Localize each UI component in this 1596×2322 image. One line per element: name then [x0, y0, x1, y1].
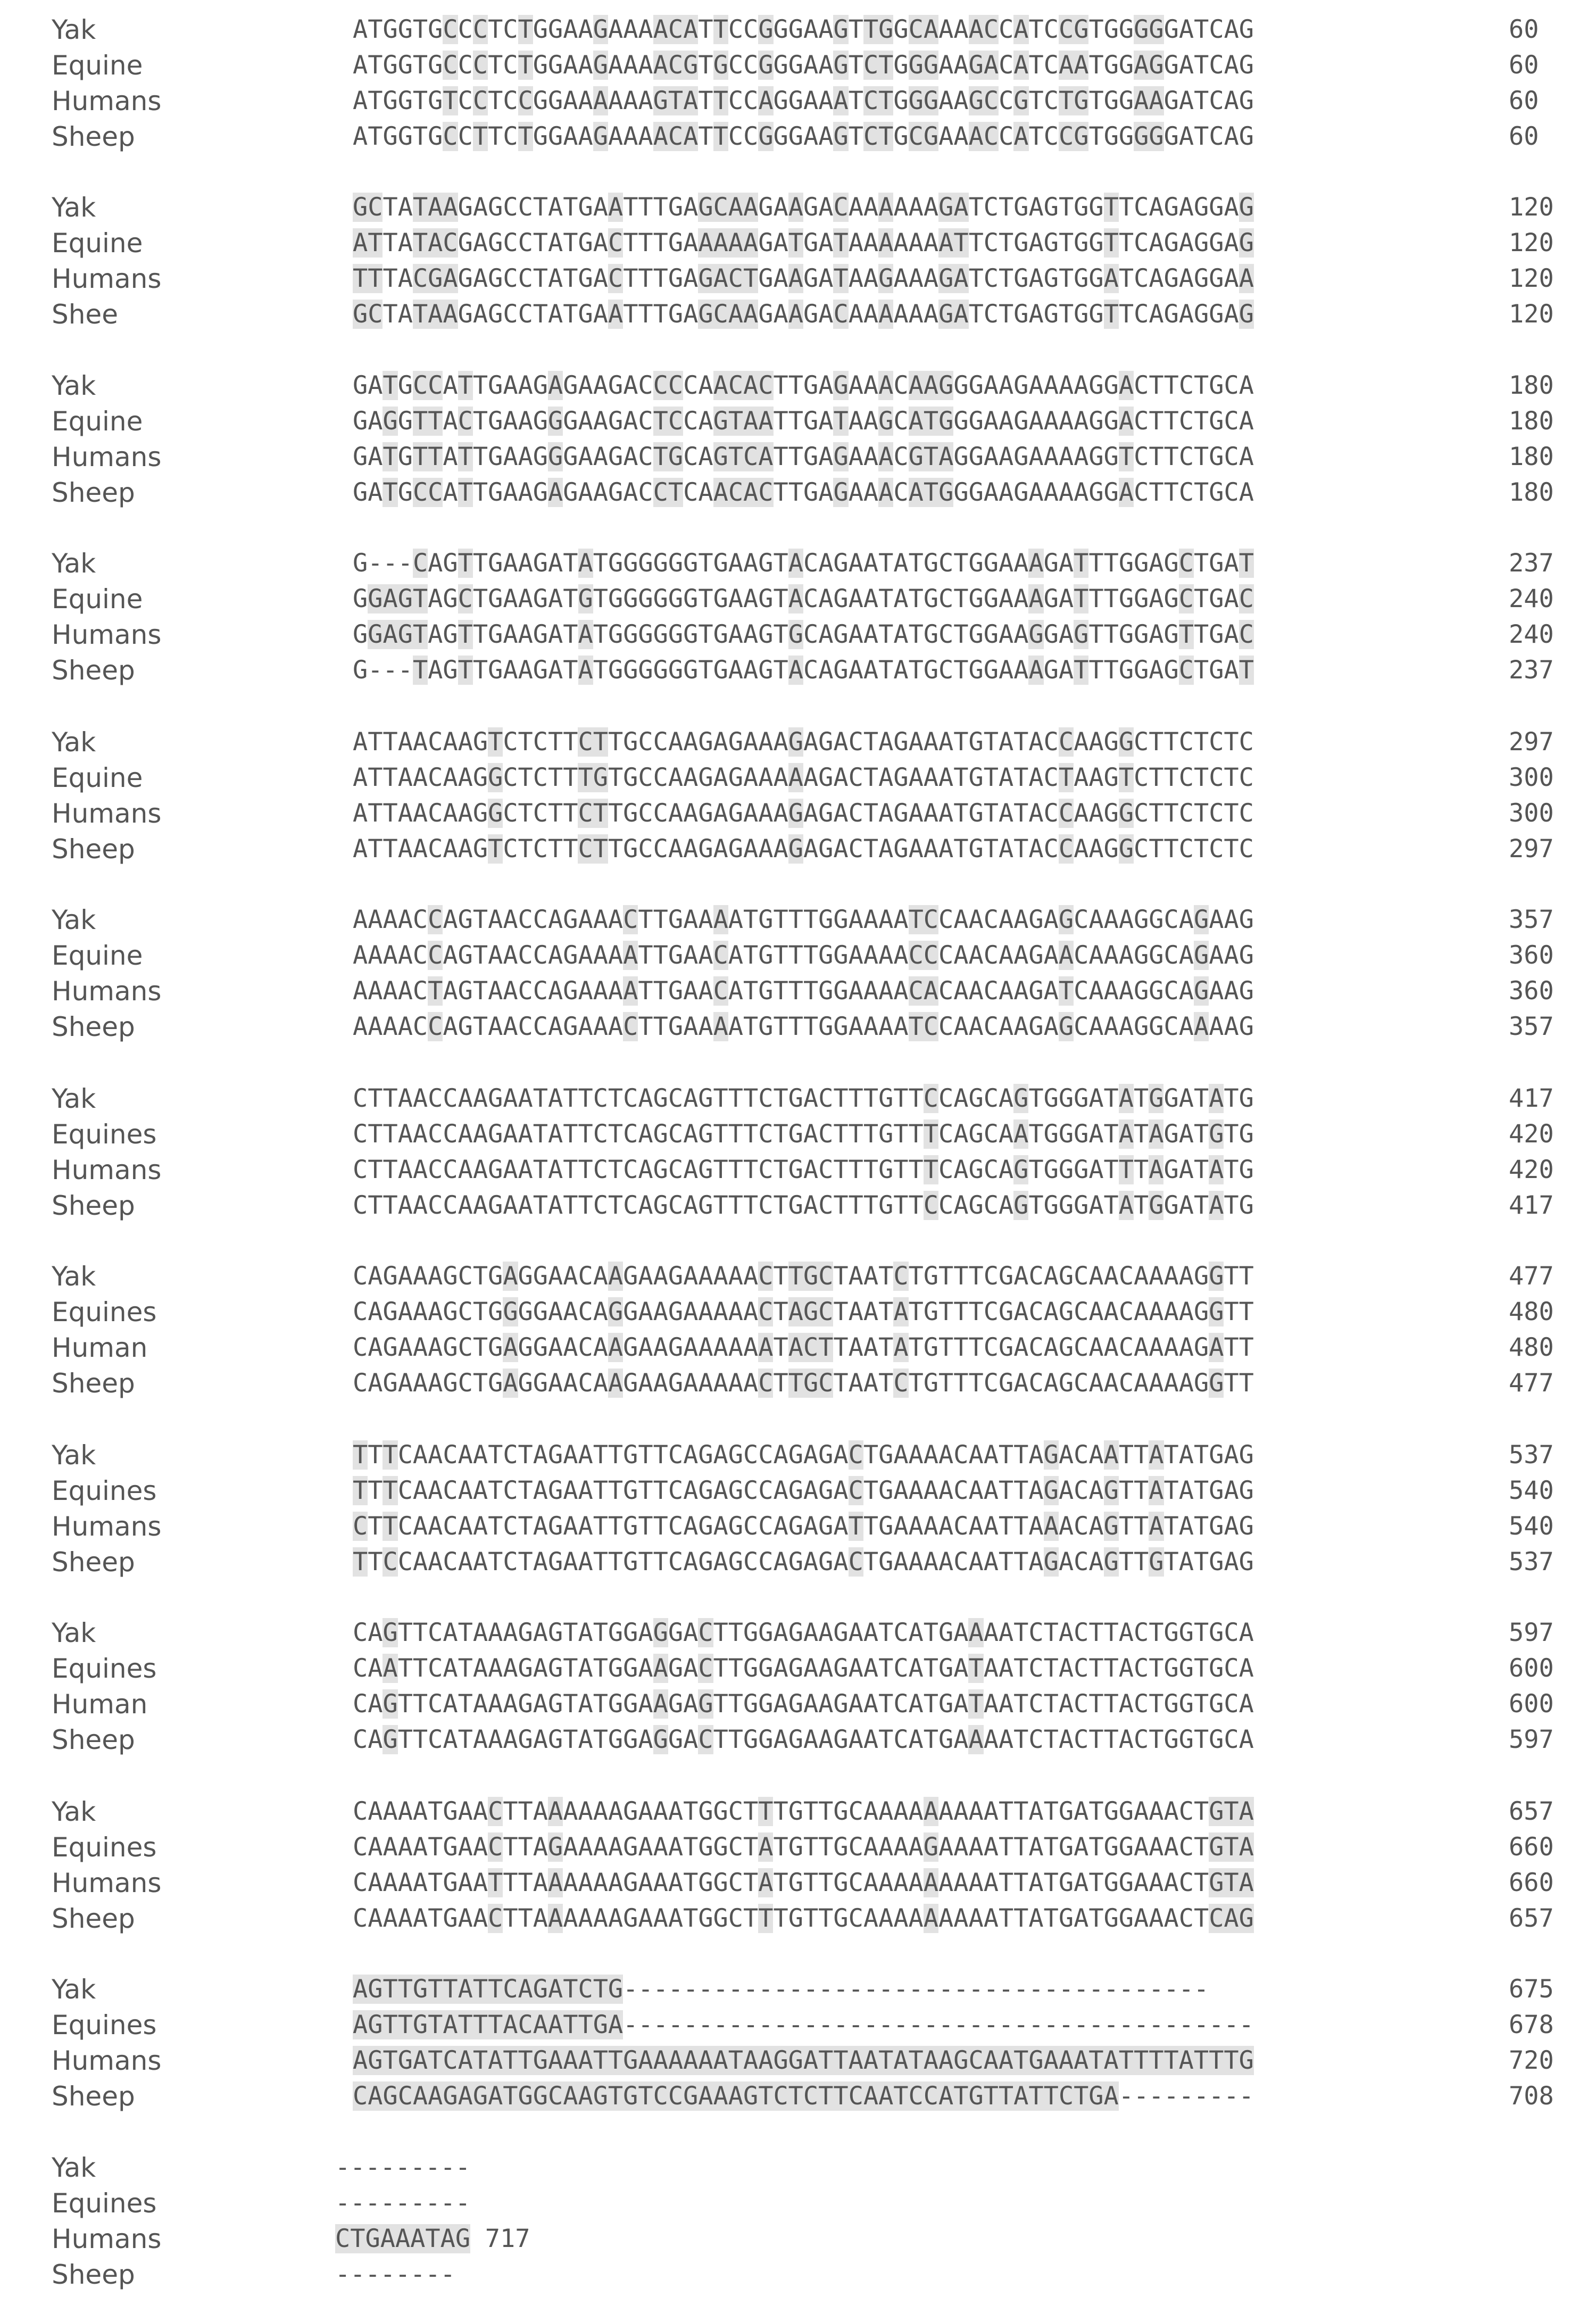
sequence-text: TTCCAACAATCTAGAATTGTTCAGAGCCAGAGACTGAAAACAATTAGACAGTTGTATGAG: [353, 1547, 1254, 1577]
alignment-row: [0, 1010, 1596, 1043]
species-name: Equine: [52, 50, 143, 81]
alignment-row: [0, 369, 1596, 402]
sequence-text: ATGGTGCCCTCTGGAAGAAAACGTGCCGGGAAGTCTGGGAAGACATCAATGGAGGATCAG: [353, 51, 1254, 80]
species-name: Yak: [52, 370, 96, 401]
sequence-text: CAGTTCATAAAGAGTATGGAGGACTTGGAGAAGAATCATGAAAATCTACTTACTGGTGCA: [353, 1725, 1254, 1754]
sequence-text: GATGCCATTGAAGAGAAGACCCCAACACTTGAGAAACAAGGGAAGAAAAGGACTTCTGCA: [353, 371, 1254, 400]
position-number: 120: [1509, 300, 1554, 329]
position-number: 600: [1509, 1654, 1554, 1683]
species-name: Sheep: [52, 477, 135, 508]
species-name: Sheep: [52, 2081, 135, 2112]
sequence-text: CAAAATGAACTTAGAAAAGAAATGGCTATGTTGCAAAAGAAAATTATGATGGAAACTGTA: [353, 1832, 1254, 1862]
species-name: Equine: [52, 940, 143, 971]
alignment-row: [0, 1118, 1596, 1151]
sequence-text: CTTAACCAAGAATATTCTCAGCAGTTTCTGACTTTGTTTCAGCAGTGGGATTTAGATATG: [353, 1155, 1254, 1184]
sequence-text: GCTATAAGAGCCTATGAATTTGAGCAAGAAGACAAAAAAGATCTGAGTGGTTCAGAGGAG: [353, 300, 1254, 329]
position-number: 237: [1509, 549, 1554, 578]
position-number: 240: [1509, 584, 1554, 613]
species-name: Yak: [52, 905, 96, 935]
alignment-row: [0, 405, 1596, 438]
position-number: 360: [1509, 976, 1554, 1006]
sequence-text: CTTAACCAAGAATATTCTCAGCAGTTTCTGACTTTGTTCCAGCAGTGGGATATGGATATG: [353, 1084, 1254, 1113]
sequence-text: ATTAACAAGGCTCTTTGTGCCAAGAGAAAAAGACTAGAAATGTATACTAAGTCTTCTCTC: [353, 763, 1254, 792]
sequence-text: ATGGTGCCCTCTGGAAGAAAACATTCCGGGAAGTTGGCAAAACCATCCGTGGGGGATCAG: [353, 15, 1254, 44]
alignment-row: [0, 2044, 1596, 2077]
sequence-text: CAGCAAGAGATGGCAAGTGTCCGAAAGTCTCTTCAATCCATGTTATTCTGA---------: [353, 2081, 1254, 2111]
position-number: 300: [1509, 799, 1554, 828]
alignment-row: [0, 1723, 1596, 1756]
sequence-text: CAAAATGAACTTAAAAAAGAAATGGCTTTGTTGCAAAAAAAAATTATGATGGAAACTCAG: [353, 1904, 1254, 1933]
position-number: 180: [1509, 442, 1554, 471]
species-name: Humans: [52, 1511, 162, 1542]
sequence-text: AGTTGTTATTCAGATCTG---------------------------------------: [353, 1975, 1209, 2004]
species-name: Yak: [52, 14, 96, 45]
alignment-row: [0, 654, 1596, 687]
alignment-row: [0, 618, 1596, 651]
position-number: 477: [1509, 1262, 1554, 1291]
position-number: 237: [1509, 656, 1554, 685]
species-name: Yak: [52, 1440, 96, 1471]
position-number: 120: [1509, 228, 1554, 258]
position-number: 717: [485, 2224, 530, 2253]
species-name: Yak: [52, 1261, 96, 1292]
species-name: Humans: [52, 1155, 162, 1185]
species-name: Yak: [52, 1083, 96, 1114]
sequence-text: ATGGTGCCTTCTGGAAGAAAACATTCCGGGAAGTCTGCGAAACCATCCGTGGGGGATCAG: [353, 122, 1254, 151]
sequence-text: CAATTCATAAAGAGTATGGAAGACTTGGAGAAGAATCATGATAATCTACTTACTGGTGCA: [353, 1654, 1254, 1683]
position-number: 597: [1509, 1725, 1554, 1754]
alignment-row: [0, 1902, 1596, 1935]
species-name: Equines: [52, 1297, 157, 1328]
position-number: 660: [1509, 1832, 1554, 1862]
sequence-text: G---CAGTTGAAGATATGGGGGGTGAAGTACAGAATATGCTGGAAAGATTTGGAGCTGAT: [353, 549, 1254, 578]
species-name: Shee: [52, 299, 118, 330]
species-name: Human: [52, 1689, 148, 1720]
alignment-row: [0, 1652, 1596, 1685]
sequence-text: ---------: [335, 2153, 471, 2182]
species-name: Equines: [52, 1653, 157, 1684]
sequence-text: ---------: [335, 2188, 471, 2218]
position-number: 180: [1509, 407, 1554, 436]
species-name: Equines: [52, 2188, 157, 2219]
position-number: 60: [1509, 51, 1539, 80]
sequence-text: AGTTGTATTTACAATTGA------------------------------------------: [353, 2010, 1254, 2039]
alignment-row: [0, 49, 1596, 82]
sequence-text: ATTAACAAGGCTCTTCTTGCCAAGAGAAAGAGACTAGAAATGTATACCAAGGCTTCTCTC: [353, 799, 1254, 828]
species-name: Yak: [52, 1796, 96, 1827]
sequence-text: GATGCCATTGAAGAGAAGACCTCAACACTTGAGAAACATGGGAAGAAAAGGACTTCTGCA: [353, 478, 1254, 507]
alignment-row: [0, 298, 1596, 331]
position-number: 657: [1509, 1904, 1554, 1933]
position-number: 708: [1509, 2081, 1554, 2111]
sequence-text: G---TAGTTGAAGATATGGGGGGTGAAGTACAGAATATGCTGGAAAGATTTGGAGCTGAT: [353, 656, 1254, 685]
position-number: 297: [1509, 834, 1554, 864]
alignment-row: [0, 441, 1596, 474]
position-number: 180: [1509, 478, 1554, 507]
sequence-text: CAGAAAGCTGAGGAACAAGAAGAAAAACTTGCTAATCTGTTTCGACAGCAACAAAAGGTT: [353, 1262, 1254, 1291]
alignment-row: [0, 1474, 1596, 1507]
sequence-text: CTTAACCAAGAATATTCTCAGCAGTTTCTGACTTTGTTCCAGCAGTGGGATATGGATATG: [353, 1191, 1254, 1220]
sequence-text: AAAACCAGTAACCAGAAACTTGAAAATGTTTGGAAAATCCAACAAGAGCAAAGGCAGAAG: [353, 905, 1254, 934]
species-name: Humans: [52, 2045, 162, 2076]
position-number: 540: [1509, 1476, 1554, 1505]
alignment-row: [0, 1688, 1596, 1721]
alignment-row: [0, 547, 1596, 580]
position-number: 60: [1509, 122, 1539, 151]
species-name: Humans: [52, 263, 162, 294]
sequence-text: CAGTTCATAAAGAGTATGGAGGACTTGGAGAAGAATCATGAAAATCTACTTACTGGTGCA: [353, 1618, 1254, 1647]
species-name: Equine: [52, 228, 143, 259]
position-number: 60: [1509, 86, 1539, 115]
sequence-text: CTTAACCAAGAATATTCTCAGCAGTTTCTGACTTTGTTTCAGCAATGGGATATAGATGTG: [353, 1119, 1254, 1149]
position-number: 417: [1509, 1191, 1554, 1220]
sequence-text: AAAACCAGTAACCAGAAACTTGAAAATGTTTGGAAAATCCAACAAGAGCAAAGGCAAAAG: [353, 1012, 1254, 1041]
species-name: Sheep: [52, 2259, 135, 2290]
sequence-text: AGTGATCATATTGAAATTGAAAAAATAAGGATTAATATAAGCAATGAAATATTTTATTTG: [353, 2046, 1254, 2075]
alignment-row: [0, 583, 1596, 616]
sequence-text: ATGGTGTCCTCCGGAAAAAAGTATTCCAGGAAATCTGGGAAGCCGTCTGTGGAAGATCAG: [353, 86, 1254, 115]
species-name: Yak: [52, 2152, 96, 2183]
position-number: 420: [1509, 1155, 1554, 1184]
position-number: 675: [1509, 1975, 1554, 2004]
position-number: 357: [1509, 1012, 1554, 1041]
sequence-text: ATTAACAAGTCTCTTCTTGCCAAGAGAAAGAGACTAGAAATGTATACCAAGGCTTCTCTC: [353, 727, 1254, 757]
position-number: 120: [1509, 264, 1554, 293]
species-name: Sheep: [52, 1011, 135, 1042]
sequence-text: GGAGTAGCTGAAGATGTGGGGGGTGAAGTACAGAATATGCTGGAAAGATTTGGAGCTGAC: [353, 584, 1254, 613]
position-number: 480: [1509, 1333, 1554, 1362]
position-number: 120: [1509, 193, 1554, 222]
sequence-text: GCTATAAGAGCCTATGAATTTGAGCAAGAAGACAAAAAAGATCTGAGTGGTTCAGAGGAG: [353, 193, 1254, 222]
alignment-row: [0, 2151, 1596, 2184]
position-number: 540: [1509, 1512, 1554, 1541]
species-name: Sheep: [52, 834, 135, 865]
species-name: Sheep: [52, 1190, 135, 1221]
position-number: 597: [1509, 1618, 1554, 1647]
species-name: Equine: [52, 584, 143, 615]
sequence-text: CTGAAATAG: [335, 2224, 471, 2253]
sequence-text: CAAAATGAACTTAAAAAAGAAATGGCTTTGTTGCAAAAAAAAATTATGATGGAAACTGTA: [353, 1797, 1254, 1826]
alignment-row: [0, 13, 1596, 46]
position-number: 477: [1509, 1369, 1554, 1398]
species-name: Humans: [52, 798, 162, 829]
alignment-row: [0, 2223, 1596, 2255]
sequence-text: CAAAATGAATTTAAAAAAGAAATGGCTATGTTGCAAAAAAAAATTATGATGGAAACTGTA: [353, 1868, 1254, 1897]
species-name: Humans: [52, 2224, 162, 2254]
alignment-row: [0, 975, 1596, 1008]
alignment-row: [0, 1439, 1596, 1472]
alignment-row: [0, 2080, 1596, 2113]
alignment-row: [0, 1296, 1596, 1329]
alignment-row: [0, 797, 1596, 830]
sequence-text: GATGTTATTGAAGGGAAGACTGCAGTCATTGAGAAACGTAGGAAGAAAAGGTCTTCTGCA: [353, 442, 1254, 471]
sequence-text: CTTCAACAATCTAGAATTGTTCAGAGCCAGAGATTGAAAACAATTAAACAGTTATATGAG: [353, 1512, 1254, 1541]
position-number: 678: [1509, 2010, 1554, 2039]
species-name: Humans: [52, 1868, 162, 1898]
species-name: Equines: [52, 2010, 157, 2041]
position-number: 420: [1509, 1119, 1554, 1149]
alignment-row: [0, 1260, 1596, 1293]
sequence-text: ATTATACGAGCCTATGACTTTGAAAAAGATGATAAAAAAATTCTGAGTGGTTCAGAGGAG: [353, 228, 1254, 258]
species-name: Equines: [52, 1832, 157, 1863]
alignment-row: [0, 2258, 1596, 2291]
alignment-row: [0, 476, 1596, 509]
alignment-row: [0, 1189, 1596, 1222]
alignment-row: [0, 833, 1596, 866]
sequence-text: TTTCAACAATCTAGAATTGTTCAGAGCCAGAGACTGAAAACAATTAGACAATTATATGAG: [353, 1440, 1254, 1470]
alignment-row: [0, 2187, 1596, 2220]
species-name: Yak: [52, 192, 96, 223]
species-name: Humans: [52, 619, 162, 650]
position-number: 360: [1509, 941, 1554, 970]
position-number: 480: [1509, 1297, 1554, 1326]
alignment-row: [0, 1082, 1596, 1115]
alignment-row: [0, 939, 1596, 972]
species-name: Sheep: [52, 1903, 135, 1934]
alignment-row: [0, 1154, 1596, 1187]
alignment-row: [0, 227, 1596, 260]
sequence-text: CAGAAAGCTGAGGAACAAGAAGAAAAACTTGCTAATCTGTTTCGACAGCAACAAAAGGTT: [353, 1369, 1254, 1398]
sequence-text: CAGTTCATAAAGAGTATGGAAGAGTTGGAGAAGAATCATGATAATCTACTTACTGGTGCA: [353, 1689, 1254, 1719]
position-number: 297: [1509, 727, 1554, 757]
position-number: 537: [1509, 1547, 1554, 1577]
sequence-text: CAGAAAGCTGGGGAACAGGAAGAAAAACTAGCTAATATGTTTCGACAGCAACAAAAGGTT: [353, 1297, 1254, 1326]
alignment-row: [0, 1867, 1596, 1900]
position-number: 600: [1509, 1689, 1554, 1719]
position-number: 720: [1509, 2046, 1554, 2075]
alignment-row: [0, 1616, 1596, 1649]
alignment-row: [0, 726, 1596, 759]
alignment-row: [0, 191, 1596, 224]
species-name: Humans: [52, 442, 162, 472]
species-name: Sheep: [52, 1368, 135, 1399]
sequence-text: AAAACTAGTAACCAGAAAATTGAACATGTTTGGAAAACACAACAAGATCAAAGGCAGAAG: [353, 976, 1254, 1006]
position-number: 180: [1509, 371, 1554, 400]
species-name: Sheep: [52, 655, 135, 686]
species-name: Yak: [52, 548, 96, 579]
position-number: 537: [1509, 1440, 1554, 1470]
alignment-row: [0, 85, 1596, 118]
sequence-text: GAGGTTACTGAAGGGAAGACTCCAGTAATTGATAAGCATGGGAAGAAAAGGACTTCTGCA: [353, 407, 1254, 436]
position-number: 60: [1509, 15, 1539, 44]
species-name: Humans: [52, 86, 162, 117]
alignment-row: [0, 1795, 1596, 1828]
alignment-row: [0, 1367, 1596, 1400]
species-name: Human: [52, 1332, 148, 1363]
position-number: 357: [1509, 905, 1554, 934]
alignment-row: [0, 761, 1596, 794]
sequence-text: AAAACCAGTAACCAGAAAATTGAACATGTTTGGAAAACCCAACAAGAACAAAGGCAGAAG: [353, 941, 1254, 970]
species-name: Yak: [52, 727, 96, 758]
position-number: 660: [1509, 1868, 1554, 1897]
species-name: Sheep: [52, 121, 135, 152]
species-name: Equine: [52, 406, 143, 437]
sequence-text: CAGAAAGCTGAGGAACAAGAAGAAAAAATACTTAATATGTTTCGACAGCAACAAAAGATT: [353, 1333, 1254, 1362]
sequence-text: TTTCAACAATCTAGAATTGTTCAGAGCCAGAGACTGAAAACAATTAGACAGTTATATGAG: [353, 1476, 1254, 1505]
alignment-row: [0, 1546, 1596, 1579]
position-number: 240: [1509, 620, 1554, 649]
species-name: Sheep: [52, 1724, 135, 1755]
species-name: Equines: [52, 1475, 157, 1506]
alignment-row: [0, 262, 1596, 295]
alignment-row: [0, 1973, 1596, 2006]
alignment-row: [0, 1831, 1596, 1864]
sequence-text: ATTAACAAGTCTCTTCTTGCCAAGAGAAAGAGACTAGAAATGTATACCAAGGCTTCTCTC: [353, 834, 1254, 864]
alignment-row: [0, 1331, 1596, 1364]
position-number: 417: [1509, 1084, 1554, 1113]
species-name: Yak: [52, 1618, 96, 1648]
position-number: 657: [1509, 1797, 1554, 1826]
species-name: Humans: [52, 976, 162, 1007]
alignment-row: [0, 120, 1596, 153]
alignment-row: [0, 1510, 1596, 1543]
sequence-text: TTTACGAGAGCCTATGACTTTGAGACTGAAGATAAGAAAGATCTGAGTGGATCAGAGGAA: [353, 264, 1254, 293]
sequence-text: GGAGTAGTTGAAGATATGGGGGGTGAAGTGCAGAATATGCTGGAAGGAGTTGGAGTTGAC: [353, 620, 1254, 649]
alignment-row: [0, 2009, 1596, 2042]
alignment-row: [0, 903, 1596, 936]
species-name: Equines: [52, 1119, 157, 1150]
species-name: Yak: [52, 1974, 96, 2005]
position-number: 300: [1509, 763, 1554, 792]
species-name: Sheep: [52, 1547, 135, 1578]
sequence-text: --------: [335, 2260, 455, 2289]
species-name: Equine: [52, 762, 143, 793]
